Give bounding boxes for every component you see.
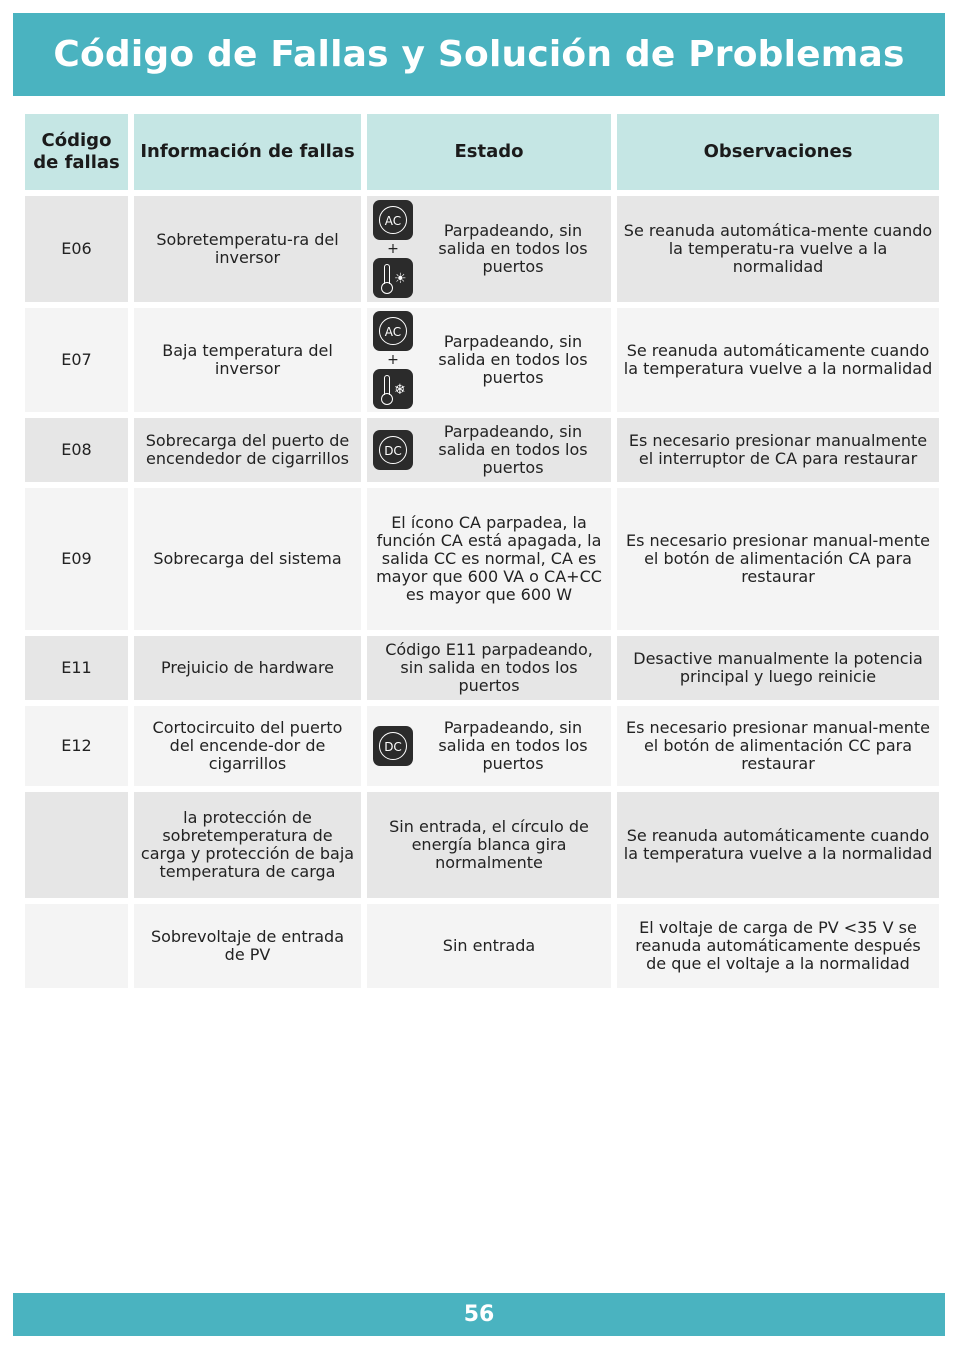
column-header-code: Código de fallas [25, 114, 128, 190]
estado-text: Parpadeando, sin salida en todos los puertos [438, 422, 588, 477]
fault-estado [367, 706, 611, 786]
fault-observaciones: Es necesario presionar manualmente el interruptor de CA para restaurar [617, 418, 939, 482]
fault-code: E09 [25, 488, 128, 630]
fault-info: Baja temperatura del inversor [134, 308, 361, 412]
fault-estado: El ícono CA parpadea, la función CA está apagada, la salida CC es normal, CA es mayor que 600 VA o CA+CC es mayor que 600 W [367, 488, 611, 630]
fault-info: Sobrecarga del sistema [134, 488, 361, 630]
table-row [25, 636, 939, 700]
table-row [25, 904, 939, 988]
fault-observaciones: El voltaje de carga de PV <35 V se reanuda automáticamente después de que el voltaje a la normalidad [617, 904, 939, 988]
fault-code: E11 [25, 636, 128, 700]
thermometer-snowflake-icon: ❄ [373, 369, 413, 409]
fault-info: Sobrevoltaje de entrada de PV [134, 904, 361, 988]
table-row [25, 792, 939, 898]
ac-icon: AC [373, 200, 413, 240]
estado-text: Parpadeando, sin salida en todos los puertos [438, 718, 588, 773]
footer-bar [13, 1293, 945, 1336]
page-number: 56 [463, 1302, 495, 1327]
ac-icon: AC [373, 311, 413, 351]
thermometer-sun-icon: ☀ [373, 258, 413, 298]
fault-estado [367, 196, 611, 302]
fault-estado [367, 418, 611, 482]
fault-code-table [19, 108, 945, 994]
column-header-info: Información de fallas [134, 114, 361, 190]
fault-observaciones: Se reanuda automáticamente cuando la temperatura vuelve a la normalidad [617, 792, 939, 898]
fault-info: Cortocircuito del puerto del encende-dor de cigarrillos [134, 706, 361, 786]
table-row [25, 418, 939, 482]
fault-info: Sobretemperatu-ra del inversor [134, 196, 361, 302]
fault-code: E08 [25, 418, 128, 482]
fault-code: E07 [25, 308, 128, 412]
fault-observaciones: Se reanuda automática-mente cuando la temperatu-ra vuelve a la normalidad [617, 196, 939, 302]
page-title: Código de Fallas y Solución de Problemas [53, 34, 905, 75]
dc-icon: DC [373, 430, 413, 470]
estado-text: Parpadeando, sin salida en todos los puertos [438, 332, 588, 387]
estado-text: Parpadeando, sin salida en todos los puertos [438, 221, 588, 276]
plus-sign: + [387, 352, 399, 368]
table-header-row [25, 114, 939, 190]
fault-code [25, 904, 128, 988]
fault-estado: Código E11 parpadeando, sin salida en todos los puertos [367, 636, 611, 700]
fault-observaciones: Es necesario presionar manual-mente el botón de alimentación CC para restaurar [617, 706, 939, 786]
fault-estado [367, 308, 611, 412]
table-row [25, 488, 939, 630]
fault-info: Sobrecarga del puerto de encendedor de cigarrillos [134, 418, 361, 482]
column-header-estado: Estado [367, 114, 611, 190]
plus-sign: + [387, 241, 399, 257]
fault-estado: Sin entrada [367, 904, 611, 988]
fault-observaciones: Es necesario presionar manual-mente el botón de alimentación CA para restaurar [617, 488, 939, 630]
fault-observaciones: Desactive manualmente la potencia principal y luego reinicie [617, 636, 939, 700]
fault-code [25, 792, 128, 898]
fault-estado: Sin entrada, el círculo de energía blanca gira normalmente [367, 792, 611, 898]
table-row [25, 308, 939, 412]
table-row [25, 196, 939, 302]
fault-code: E12 [25, 706, 128, 786]
dc-icon: DC [373, 726, 413, 766]
fault-observaciones: Se reanuda automáticamente cuando la temperatura vuelve a la normalidad [617, 308, 939, 412]
fault-code: E06 [25, 196, 128, 302]
column-header-observaciones: Observaciones [617, 114, 939, 190]
table-row [25, 706, 939, 786]
fault-info: la protección de sobretemperatura de carga y protección de baja temperatura de carga [134, 792, 361, 898]
fault-info: Prejuicio de hardware [134, 636, 361, 700]
title-banner [13, 13, 945, 96]
